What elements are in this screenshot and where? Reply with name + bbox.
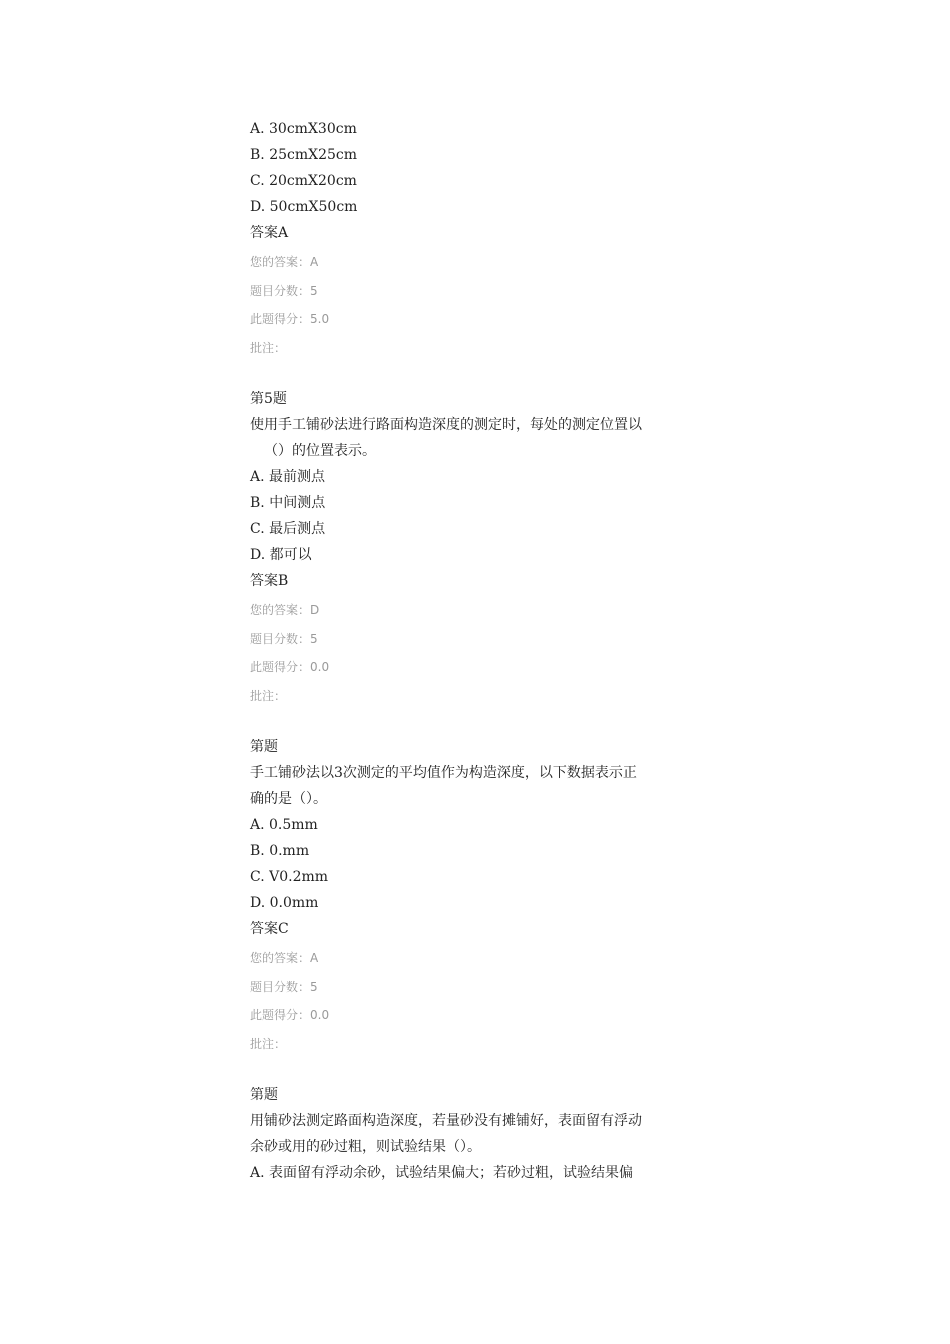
earned-score: 此题得分：0.0 xyxy=(250,660,330,674)
question-title: 第题 xyxy=(250,739,278,755)
question-text-line1: 使用手工铺砂法进行路面构造深度的测定时，每处的测定位置以 xyxy=(250,417,642,433)
your-answer: 您的答案：D xyxy=(250,603,320,617)
correct-answer: 答案B xyxy=(250,573,289,589)
question-text-line2: 确的是（）。 xyxy=(250,791,327,807)
option-b: B. 0.mm xyxy=(250,843,310,859)
question-score: 题目分数：5 xyxy=(250,631,318,646)
question-text-line2: 余砂或用的砂过粗，则试验结果（）。 xyxy=(250,1139,481,1155)
option-a: A. 最前测点 xyxy=(250,469,326,485)
option-b: B. 25cmX25cm xyxy=(250,147,358,163)
result-meta xyxy=(250,944,710,1058)
option-b: B. 中间测点 xyxy=(250,495,326,511)
your-answer: 您的答案：A xyxy=(250,951,319,965)
option-d: D. 0.0mm xyxy=(250,895,319,911)
option-c: C. V0.2mm xyxy=(250,869,329,885)
question-text-line2: （）的位置表示。 xyxy=(264,443,376,459)
question-title: 第5题 xyxy=(250,391,287,407)
comment: 批注： xyxy=(250,688,287,703)
option-d: D. 都可以 xyxy=(250,547,312,563)
question-score: 题目分数：5 xyxy=(250,979,318,994)
option-d: D. 50cmX50cm xyxy=(250,199,358,215)
earned-score: 此题得分：0.0 xyxy=(250,1008,330,1022)
option-c: C. 最后测点 xyxy=(250,521,326,537)
correct-answer: 答案A xyxy=(250,225,289,241)
option-a: A. 0.5mm xyxy=(250,817,318,833)
question-title: 第题 xyxy=(250,1087,278,1103)
question-4 xyxy=(250,116,710,362)
your-answer: 您的答案：A xyxy=(250,255,319,269)
question-text-line1: 用铺砂法测定路面构造深度，若量砂没有摊铺好，表面留有浮动 xyxy=(250,1113,642,1129)
option-c: C. 20cmX20cm xyxy=(250,173,357,189)
question-5 xyxy=(250,386,710,710)
earned-score: 此题得分：5.0 xyxy=(250,312,330,326)
question-score: 题目分数：5 xyxy=(250,283,318,298)
result-meta xyxy=(250,596,710,710)
document-page xyxy=(250,116,710,1186)
option-a: A. 30cmX30cm xyxy=(250,121,357,137)
result-meta xyxy=(250,248,710,362)
question-7 xyxy=(250,1082,710,1186)
question-text-line1: 手工铺砂法以3次测定的平均值作为构造深度，以下数据表示正 xyxy=(250,765,637,781)
comment: 批注： xyxy=(250,340,287,355)
option-a: A. 表面留有浮动余砂，试验结果偏大；若砂过粗，试验结果偏 xyxy=(250,1165,634,1181)
question-6 xyxy=(250,734,710,1058)
comment: 批注： xyxy=(250,1036,287,1051)
correct-answer: 答案C xyxy=(250,921,289,937)
